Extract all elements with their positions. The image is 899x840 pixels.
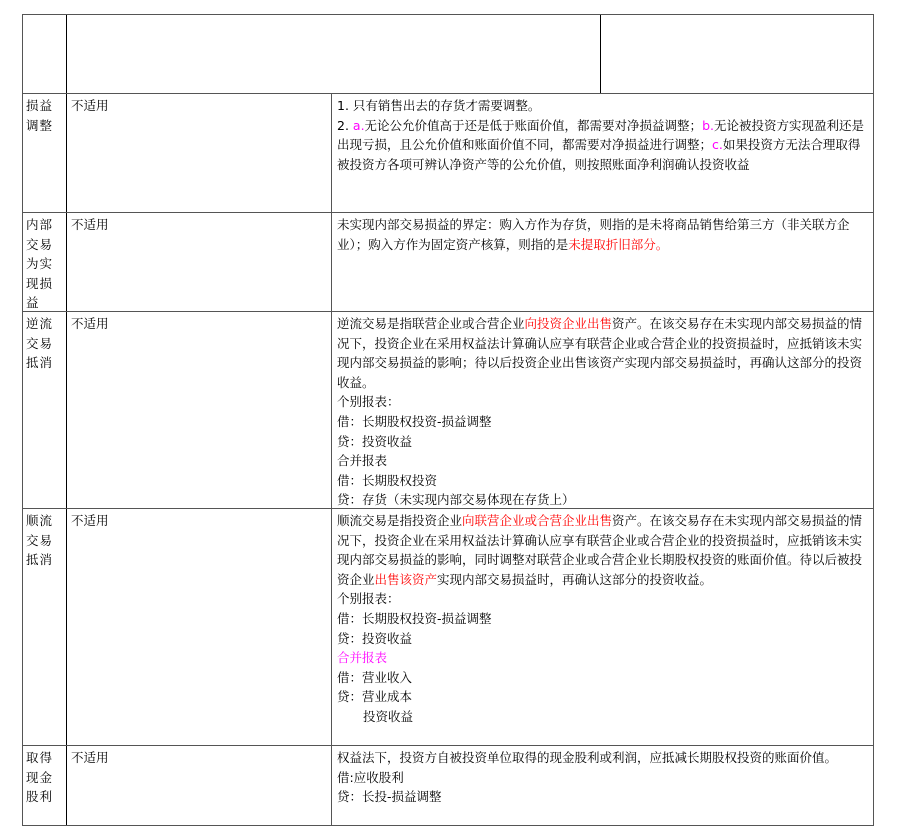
row-col2: 不适用 xyxy=(67,213,332,311)
text-segment: 顺流交易是指投资企业 xyxy=(337,513,463,528)
text-segment: 如果投资方无法合理取得被投资方各项可辨认净资产等的公允价值，则按照账面净利润确认投资收益 xyxy=(337,137,861,172)
header-cell-2 xyxy=(67,15,601,93)
row-col3 xyxy=(332,94,873,212)
text-line xyxy=(337,215,870,254)
text-line xyxy=(337,707,870,727)
text-segment: 贷：投资收益 xyxy=(337,433,413,449)
highlighted-text: b. xyxy=(702,117,714,133)
row-col3 xyxy=(332,213,873,311)
table-header-row xyxy=(23,15,873,94)
text-segment: 投资收益 xyxy=(363,708,414,724)
text-segment: 合并报表 xyxy=(337,453,388,469)
text-segment: 1. 只有销售出去的存货才需要调整。 xyxy=(337,98,541,113)
text-line xyxy=(337,687,870,707)
text-line xyxy=(337,768,870,788)
row-label: 取得现金股利 xyxy=(23,746,67,825)
text-segment: 借：长期股权投资-损益调整 xyxy=(337,413,492,429)
table-row-internal-unrealized xyxy=(23,213,873,312)
row-label: 内部交易为实现损益 xyxy=(23,213,67,311)
text-segment: 无论被投资方实现盈利还是出现亏损，且公允价值和账面价值不同，都需要对净损益进行调整； xyxy=(337,117,864,153)
text-segment: 借：营业收入 xyxy=(337,669,413,685)
row-col3 xyxy=(332,509,873,745)
text-line xyxy=(337,748,870,768)
table-row-cash-dividend xyxy=(23,746,873,825)
text-segment: 借：长期股权投资 xyxy=(337,472,438,488)
row-col3 xyxy=(332,746,873,825)
accounting-table xyxy=(22,14,874,826)
highlighted-text: a. xyxy=(352,117,365,133)
text-line xyxy=(337,96,870,116)
text-segment: 贷：营业成本 xyxy=(337,689,413,705)
text-segment: 实现内部交易损益时，再确认这部分的投资收益。 xyxy=(437,571,713,587)
text-segment: 逆流交易是指联营企业或合营企业 xyxy=(337,316,525,331)
row-col3 xyxy=(332,312,873,508)
header-cell-1 xyxy=(23,15,67,93)
text-segment: 贷：存货（未实现内部交易体现在存货上） xyxy=(337,492,575,508)
text-segment: 个别报表： xyxy=(337,591,400,607)
text-line xyxy=(337,648,870,668)
text-line xyxy=(337,451,870,471)
text-segment: 个别报表： xyxy=(337,394,400,410)
highlighted-text: 未提取折旧部分。 xyxy=(568,236,669,252)
header-cell-3 xyxy=(601,15,873,93)
text-segment: 2. xyxy=(337,117,353,133)
text-line xyxy=(337,668,870,688)
row-col2: 不适用 xyxy=(67,312,332,508)
row-label: 逆流交易抵消 xyxy=(23,312,67,508)
highlighted-text: 向联营企业或合营企业出售 xyxy=(462,513,613,528)
text-line xyxy=(337,589,870,609)
text-line xyxy=(337,392,870,412)
text-line xyxy=(337,629,870,649)
highlighted-text: 向投资企业出售 xyxy=(524,316,613,331)
table-row-profit-loss-adjustment xyxy=(23,94,873,213)
text-segment: 借:应收股利 xyxy=(337,769,404,785)
text-segment: 资产。在该交易存在未实现内部交易损益的情况下，投资企业在采用权益法计算确认应享有联营企业或合营企业的投资损益时，应抵销该未实现内部交易损益的影响；待以后投资企业出售该资产实现内部交易损益时，再确认这部分的投资收益。 xyxy=(337,316,863,390)
text-segment: 权益法下，投资方自被投资单位取得的现金股利或利润，应抵减长期股权投资的账面价值。 xyxy=(337,750,838,765)
row-col2: 不适用 xyxy=(67,94,332,212)
text-segment: 未实现内部交易损益的界定：购入方作为存货，则指的是未将商品销售给第三方（非关联方企业）；购入方作为固定资产核算，则指的是 xyxy=(337,217,850,252)
text-line xyxy=(337,314,870,392)
text-line xyxy=(337,511,870,589)
highlighted-text: 出售该资产 xyxy=(374,571,438,587)
text-segment: 贷：投资收益 xyxy=(337,630,413,646)
text-segment: 借：长期股权投资-损益调整 xyxy=(337,610,492,626)
row-col2: 不适用 xyxy=(67,509,332,745)
table-row-downstream-elimination xyxy=(23,509,873,746)
text-line xyxy=(337,471,870,491)
text-segment: 资产。在该交易存在未实现内部交易损益的情况下，投资企业在采用权益法计算确认应享有联营企业或合营企业的投资损益时，应抵销该未实现内部交易损益的影响，同时调整对联营企业或合营企业长期股权投资的账面价值。待以后被投资企业 xyxy=(337,513,863,587)
text-segment: 无论公允价值高于还是低于账面价值，都需要对净损益调整； xyxy=(364,117,703,133)
text-line xyxy=(337,609,870,629)
row-label: 顺流交易抵消 xyxy=(23,509,67,745)
highlighted-text: c. xyxy=(712,137,723,153)
text-line xyxy=(337,490,870,508)
text-segment: 贷：长投-损益调整 xyxy=(337,789,442,805)
text-line xyxy=(337,787,870,807)
text-line xyxy=(337,412,870,432)
text-line xyxy=(337,116,870,175)
text-line xyxy=(337,432,870,452)
highlighted-text: 合并报表 xyxy=(337,650,388,666)
table-row-upstream-elimination xyxy=(23,312,873,509)
row-col2: 不适用 xyxy=(67,746,332,825)
row-label: 损益调整 xyxy=(23,94,67,212)
